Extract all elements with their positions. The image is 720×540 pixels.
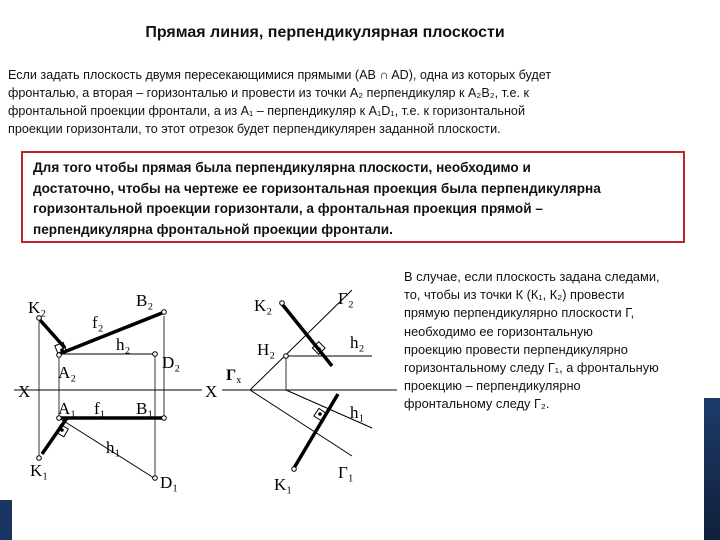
perpendicular-front-right <box>282 304 332 366</box>
label-k1: K₁ <box>30 461 49 480</box>
label-x-left: X <box>18 382 31 401</box>
label-g2: Г₂ <box>338 289 354 308</box>
trace-g1 <box>250 390 352 456</box>
label-hh2: H₂ <box>257 340 276 359</box>
side-note-line: В случае, если плоскость задана следами, <box>404 269 660 284</box>
point-marker <box>61 349 64 352</box>
point-marker <box>284 354 289 359</box>
side-note <box>404 268 702 414</box>
right-labels <box>205 289 364 494</box>
label-h2: h₂ <box>116 335 131 354</box>
label-x-right: X <box>205 382 218 401</box>
theorem-line: Для того чтобы прямая была перпендикулярна плоскости, необходимо и <box>33 160 531 175</box>
side-note-line: то, чтобы из точки К (К₁, К₂) провести <box>404 287 625 303</box>
theorem-line: перпендикулярна фронтальной проекции фронтали. <box>33 221 393 237</box>
perpendicular-horiz-right <box>294 394 338 468</box>
point-marker <box>153 352 158 357</box>
side-note-line: фронтальному следу Г₂. <box>404 396 550 412</box>
point-marker <box>37 456 42 461</box>
intro-paragraph <box>8 66 638 138</box>
label-k1-right: K₁ <box>274 475 293 494</box>
label-b1: B₁ <box>136 399 154 418</box>
point-marker <box>162 310 167 315</box>
point-marker <box>280 301 285 306</box>
label-f1: f₁ <box>94 399 106 418</box>
gx-letter: Г <box>226 367 237 384</box>
label-k2-right: K₂ <box>254 296 273 315</box>
perpendicular-front-left <box>40 320 65 348</box>
side-note-line: проекцию провести перпендикулярно <box>404 341 628 357</box>
theorem-line: горизонтальной проекции горизонтали, а фронтальная проекция прямой – <box>33 201 543 216</box>
point-marker <box>292 467 297 472</box>
point-marker <box>319 413 322 416</box>
point-marker <box>318 348 321 351</box>
side-note-line: горизонтальному следу Г₁, а фронтальную <box>404 360 659 376</box>
side-note-line: необходимо ее горизонтальную <box>404 323 593 339</box>
label-h2-right: h₂ <box>350 333 365 352</box>
intro-line: фронтальной проекции фронтали, а из A₁ – перпендикуляр к A₁D₁, т.е. к горизонтальной <box>8 104 525 118</box>
right-drawing <box>222 290 397 471</box>
drawing-panel <box>12 268 399 500</box>
label-b2: B₂ <box>136 291 154 310</box>
intro-line: проекции горизонтали, то этот отрезок будет перпендикулярен заданной плоскости. <box>8 122 501 136</box>
label-g1: Г₁ <box>338 463 354 482</box>
point-marker <box>153 476 158 481</box>
label-d1: D₁ <box>160 473 179 492</box>
orthographic-drawings <box>12 268 399 500</box>
label-a1: A₁ <box>58 399 77 418</box>
point-marker <box>61 429 64 432</box>
label-f2: f₂ <box>92 313 104 332</box>
frontal-f2-line <box>59 313 162 354</box>
side-note-line: проекцию – перпендикулярно <box>404 378 581 394</box>
label-h1-right: h₁ <box>350 403 365 422</box>
intro-line: фронталью, а вторая – горизонталью и провести из точки A₂ перпендикуляр к A₂B₂, т.е. к <box>8 86 529 100</box>
decorative-band-left <box>0 500 12 540</box>
theorem-line: достаточно, чтобы на чертеже ее горизонтальная проекция была перпендикулярна <box>33 180 601 196</box>
point-marker <box>162 416 167 421</box>
label-h1: h₁ <box>106 438 121 457</box>
label-k2: K₂ <box>28 298 47 317</box>
label-d2: D₂ <box>162 353 181 372</box>
decorative-band-right <box>704 398 720 540</box>
gx-subscript: x <box>236 375 242 386</box>
point-marker <box>57 353 62 358</box>
label-gx <box>226 367 241 386</box>
theorem-box <box>21 151 685 243</box>
label-a2: A₂ <box>58 363 77 382</box>
intro-line: Если задать плоскость двумя пересекающимися прямыми (AB ∩ AD), одна из которых будет <box>8 68 552 82</box>
side-note-line: прямую перпендикулярно плоскости Г, <box>404 305 635 321</box>
page-title: Прямая линия, перпендикулярная плоскости <box>145 24 505 41</box>
